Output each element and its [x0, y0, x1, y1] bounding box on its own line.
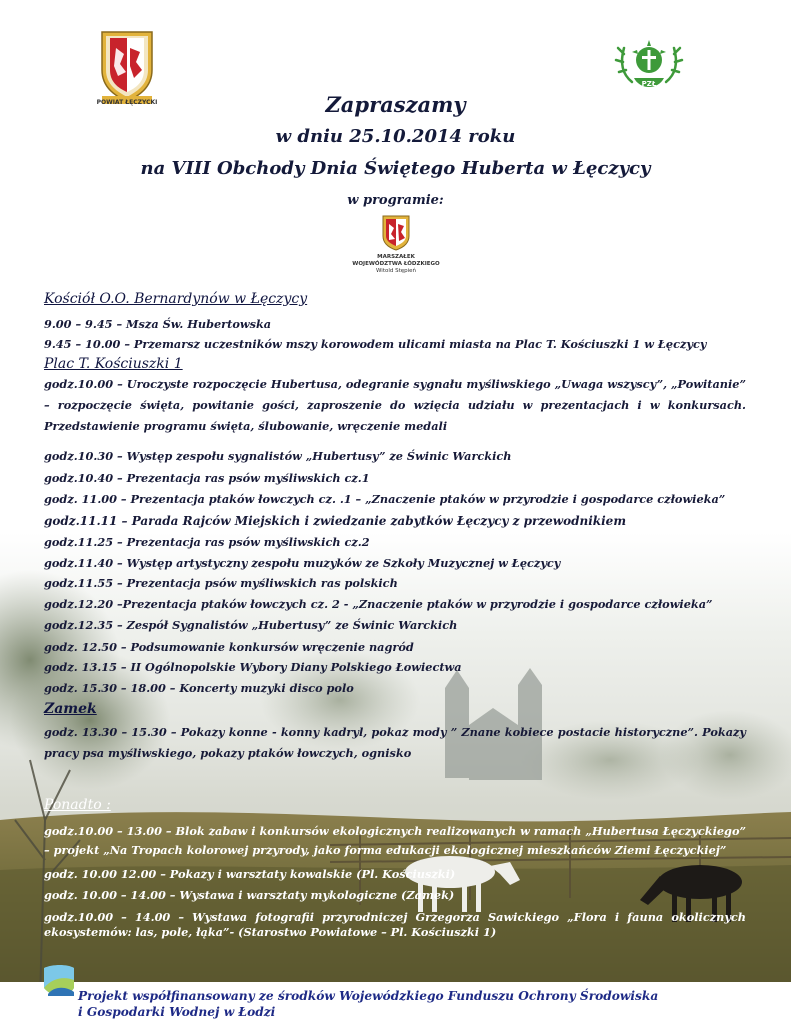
- square-item-12: godz. 15.30 – 18.00 – Koncerty muzyki disco polo: [44, 681, 354, 695]
- square-item-6: godz.11.40 – Występ artystyczny zespołu muzyków ze Szkoły Muzycznej w Łęczycy: [44, 556, 561, 570]
- square-item-10: godz. 12.50 – Podsumowanie konkursów wręczenie nagród: [44, 640, 414, 654]
- footer-cofinancing-note: [78, 988, 658, 1020]
- square-item-8: godz.12.20 –Prezentacja ptaków łowczych cz. 2 - „Znaczenie ptaków w przyrodzie i gospodarce człowieka”: [44, 597, 713, 611]
- pzl-logo-caption: PZŁ: [641, 80, 657, 88]
- church-item-2: 9.45 – 10.00 – Przemarsz uczestników mszy korowodem ulicami miasta na Plac T. Kościuszki 1 w Łęczycy: [44, 337, 707, 351]
- event-date: w dniu 25.10.2014 roku: [275, 126, 516, 147]
- marshal-coat-of-arms-icon: [381, 214, 411, 252]
- square-intro: godz.10.00 – Uroczyste rozpoczęcie Hubertusa, odegranie sygnału myśliwskiego „Uwaga wszyscy”, „Powitanie” – rozpoczęcie święta, powitanie gości, zaproszenie do wzięcia udziału w prezentacjach i w konkursach. Przedstawienie programu święta, ślubowanie, wręczenie medali: [44, 377, 746, 433]
- square-item-1: godz.10.30 – Występ zespołu sygnalistów „Hubertusy” ze Świnic Warckich: [44, 449, 512, 463]
- church-item-1: 9.00 – 9.45 – Msza Św. Hubertowska: [44, 317, 272, 331]
- marshal-caption-line1: MARSZAŁEK: [377, 254, 415, 260]
- extra-block-2: godz.10.00 – 14.00 – Wystawa fotografii przyrodniczej Grzegorza Sawickiego „Flora i fauna okolicznych ekosystemów: las, pole, łąka”- (Starostwo Powiatowe – Pl. Kościuszki 1): [44, 910, 746, 939]
- extra-item-1: godz. 10.00 12.00 – Pokazy i warsztaty kowalskie (Pl. Kościuszki): [44, 867, 456, 881]
- square-item-3: godz. 11.00 – Prezentacja ptaków łowczych cz. .1 – „Znaczenie ptaków w przyrodzie i gospodarce człowieka”: [44, 492, 726, 506]
- square-item-5: godz.11.25 – Prezentacja ras psów myśliwskich cz.2: [44, 535, 370, 549]
- program-heading: w programie:: [347, 193, 444, 208]
- extra-block-1: godz.10.00 – 13.00 – Blok zabaw i konkursów ekologicznych realizowanych w ramach „Hubertusa Łęczyckiego” – projekt „Na Tropach kolorowej przyrody, jako forma edukacji ekologicznej mieszkańców Ziemi Łęczyckiej”: [44, 824, 746, 857]
- event-name: na VIII Obchody Dnia Świętego Huberta w Łęczycy: [140, 158, 651, 179]
- square-item-7: godz.11.55 – Prezentacja psów myśliwskich ras polskich: [44, 576, 398, 590]
- section-title-extra: Ponadto :: [44, 797, 111, 813]
- footer-line-2: i Gospodarki Wodnej w Łodzi: [78, 1005, 276, 1019]
- invitation-title: Zapraszamy: [325, 92, 466, 117]
- poviat-logo-caption: POWIAT ŁĘCZYCKI: [96, 99, 158, 106]
- square-item-2: godz.10.40 – Prezentacja ras psów myśliwskich cz.1: [44, 471, 370, 485]
- marshal-caption-line2: WOJEWÓDZTWA ŁÓDZKIEGO: [352, 261, 440, 267]
- square-item-9: godz.12.35 – Zespół Sygnalistów „Hubertusy” ze Świnic Warckich: [44, 618, 458, 632]
- castle-text: godz. 13.30 – 15.30 – Pokazy konne - konny kadryl, pokaz mody ” Znane kobiece postacie historyczne”. Pokazy pracy psa myśliwskiego, pokazy ptaków łowczych, ognisko: [44, 725, 746, 760]
- marshal-caption-line3: Witold Stępień: [375, 268, 417, 274]
- section-title-church: Kościół O.O. Bernardynów w Łęczycy: [44, 291, 308, 307]
- poviat-coat-of-arms-icon: [96, 26, 158, 106]
- section-title-castle: Zamek: [44, 701, 97, 717]
- square-item-11: godz. 13.15 – II Ogólnopolskie Wybory Diany Polskiego Łowiectwa: [44, 660, 462, 674]
- square-item-4: godz.11.11 – Parada Rajców Miejskich i zwiedzanie zabytków Łęczycy z przewodnikiem: [44, 514, 627, 528]
- wfosigw-logo-icon: [42, 964, 76, 1000]
- footer-line-1: Projekt współfinansowany ze środków Wojewódzkiego Funduszu Ochrony Środowiska: [78, 989, 659, 1003]
- section-title-square: Plac T. Kościuszki 1: [44, 356, 183, 372]
- marshal-logo-caption: [345, 254, 447, 275]
- extra-item-2: godz. 10.00 – 14.00 – Wystawa i warsztaty mykologiczne (Zamek): [44, 888, 455, 902]
